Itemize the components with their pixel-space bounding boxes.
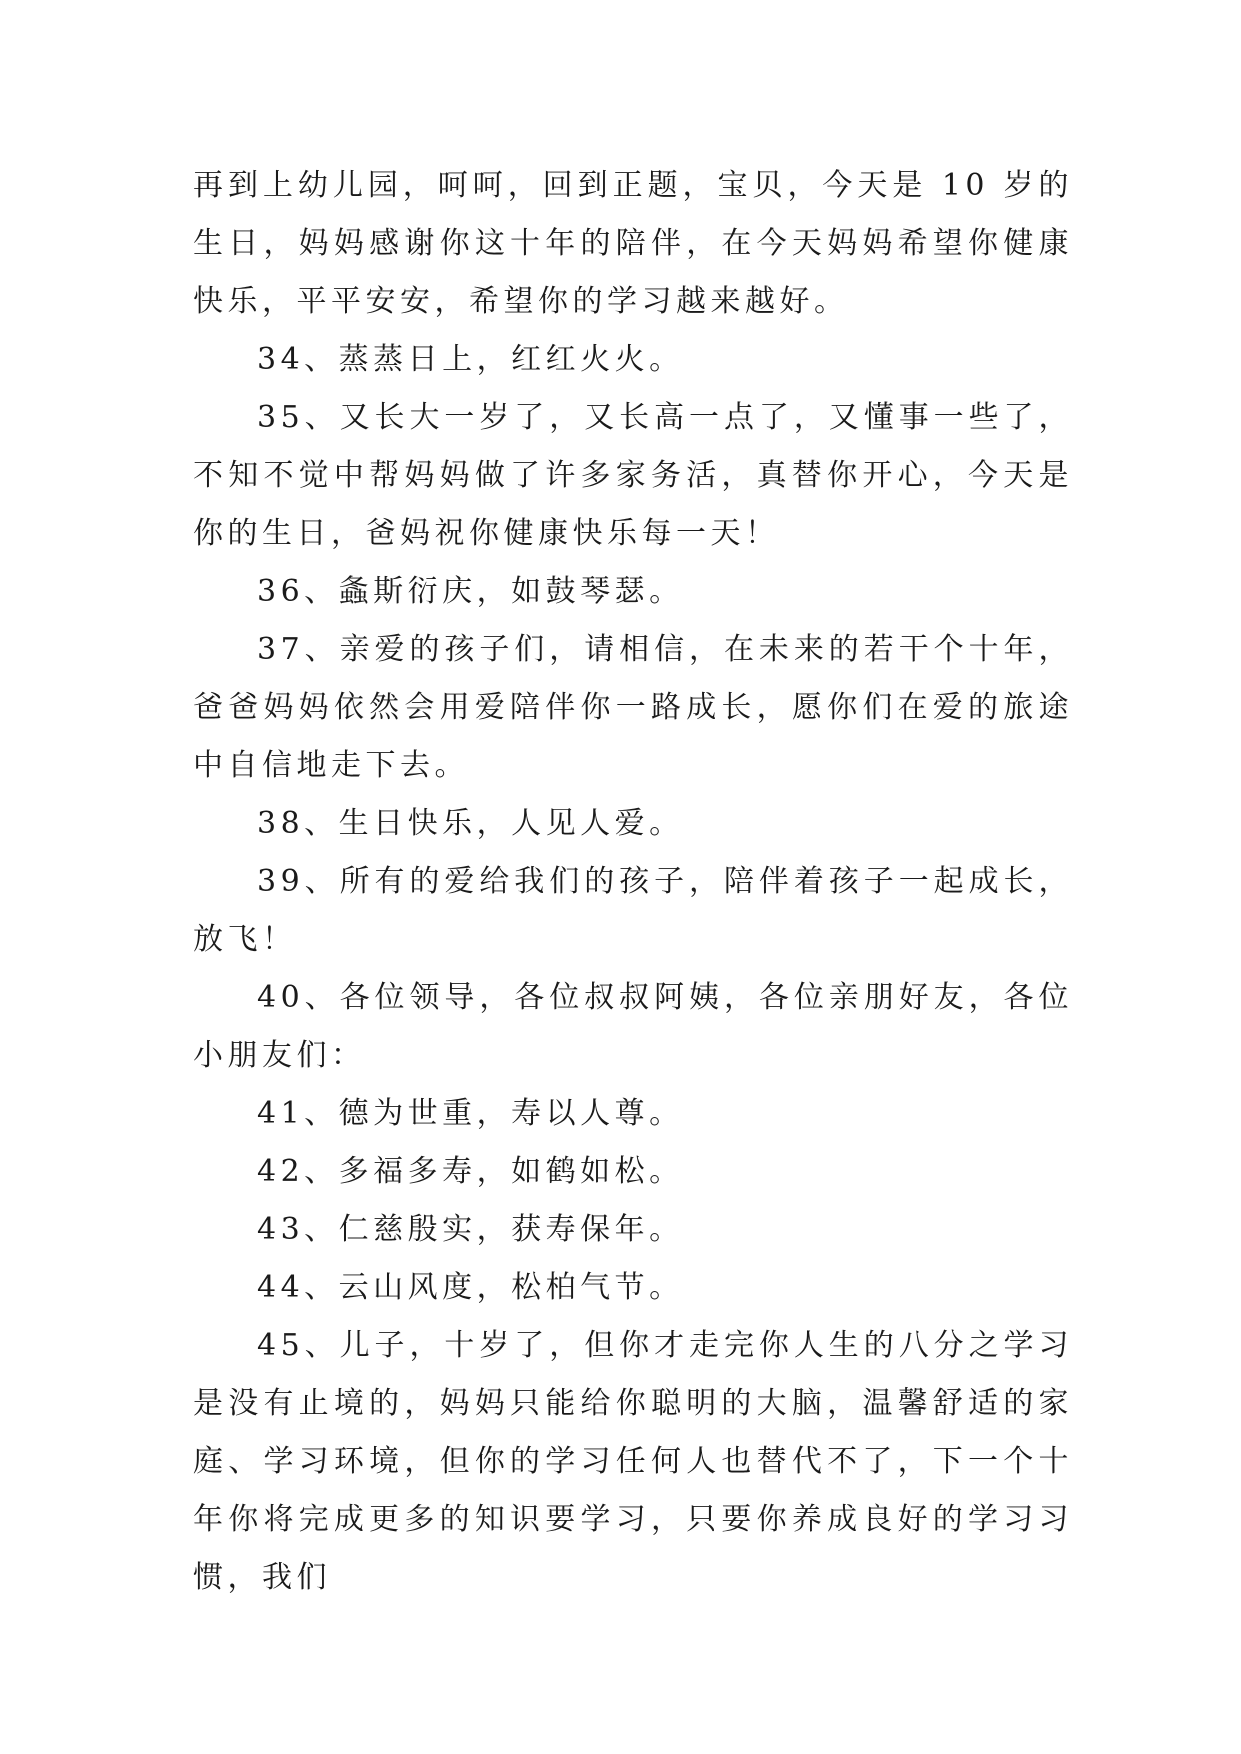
paragraph-45: 45、儿子，十岁了，但你才走完你人生的八分之学习是没有止境的，妈妈只能给你聪明的大脑，温馨舒适的家庭、学习环境，但你的学习任何人也替代不了，下一个十年你将完成更多的知识要学习，只要你养成良好的学习习惯，我们 xyxy=(193,1328,1073,1595)
paragraph-42: 42、多福多寿，如鹤如松。 xyxy=(257,1154,684,1189)
paragraph-40: 40、各位领导，各位叔叔阿姨，各位亲朋好友，各位小朋友们： xyxy=(193,980,1073,1073)
paragraph-continuation: 再到上幼儿园，呵呵，回到正题，宝贝，今天是 10 岁的生日，妈妈感谢你这十年的陪伴，在今天妈妈希望你健康快乐，平平安安，希望你的学习越来越好。 xyxy=(193,168,1073,319)
paragraph-36: 36、螽斯衍庆，如鼓琴瑟。 xyxy=(257,574,684,609)
paragraph-39: 39、所有的爱给我们的孩子，陪伴着孩子一起成长，放飞！ xyxy=(193,864,1073,957)
paragraph-44: 44、云山风度，松柏气节。 xyxy=(257,1270,684,1305)
paragraph-41: 41、德为世重，寿以人尊。 xyxy=(257,1096,684,1131)
paragraph-43: 43、仁慈殷实，获寿保年。 xyxy=(257,1212,684,1247)
document-body xyxy=(193,157,1073,1607)
paragraph-35: 35、又长大一岁了，又长高一点了，又懂事一些了，不知不觉中帮妈妈做了许多家务活，真替你开心，今天是你的生日，爸妈祝你健康快乐每一天！ xyxy=(193,400,1073,551)
paragraph-34: 34、蒸蒸日上，红红火火。 xyxy=(257,342,684,377)
paragraph-37: 37、亲爱的孩子们，请相信，在未来的若干个十年，爸爸妈妈依然会用爱陪伴你一路成长，愿你们在爱的旅途中自信地走下去。 xyxy=(193,632,1073,783)
paragraph-38: 38、生日快乐，人见人爱。 xyxy=(257,806,684,841)
